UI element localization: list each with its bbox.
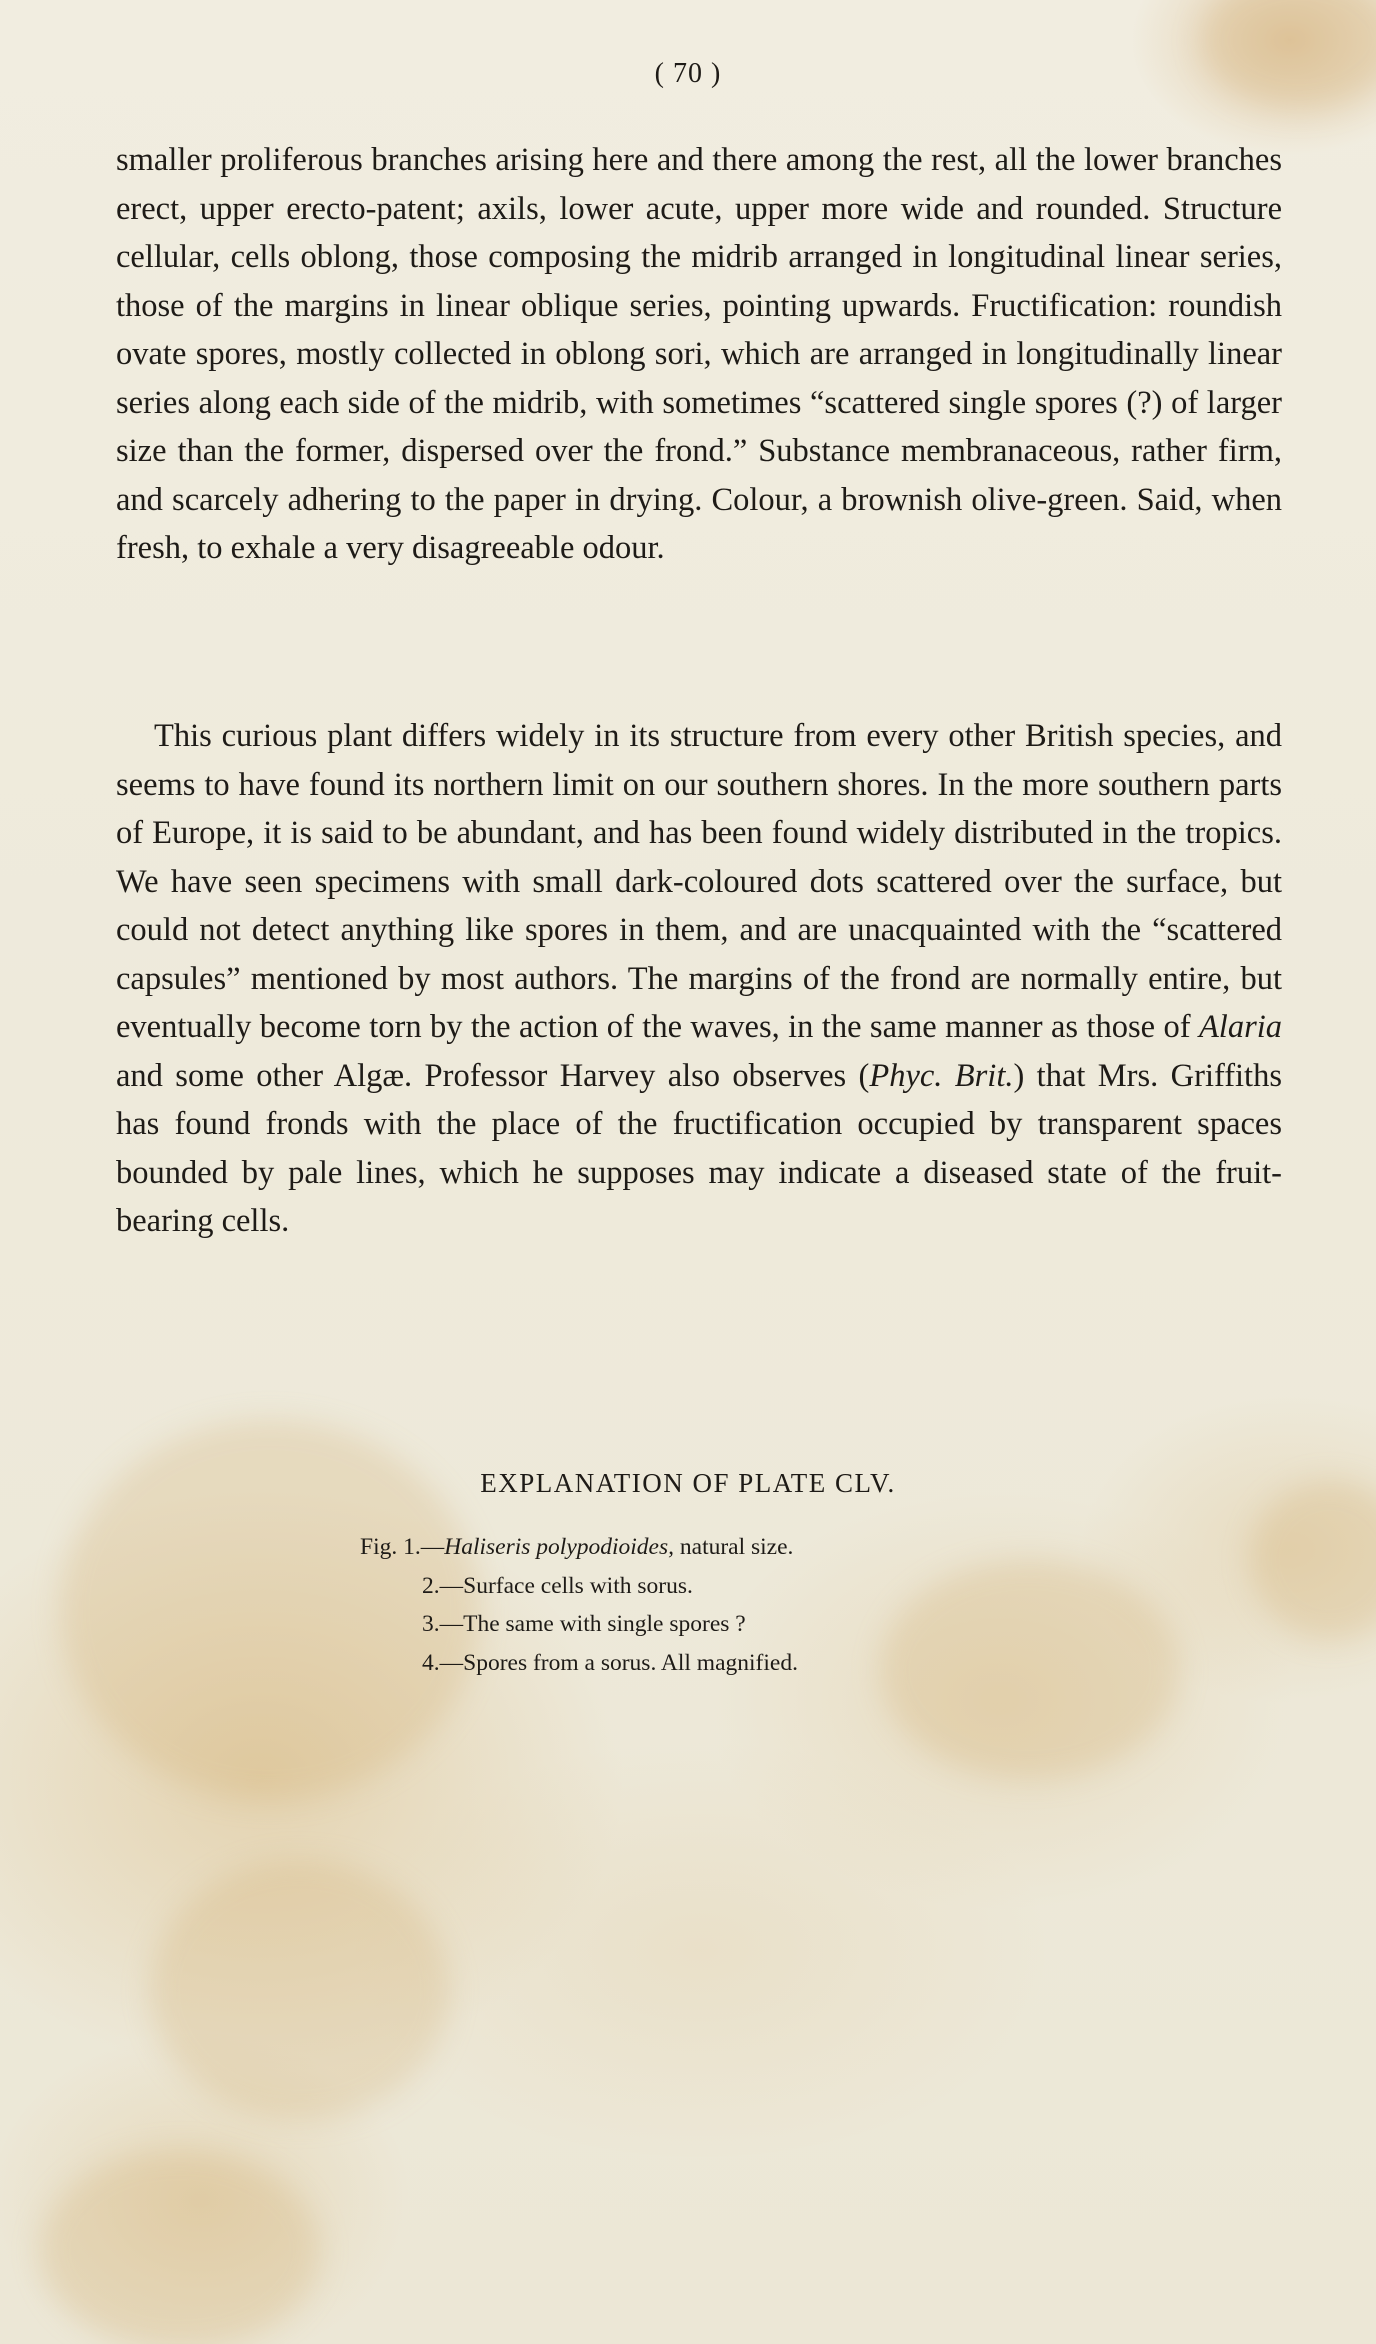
figure-1-caption [360, 1528, 1160, 1567]
citation-phyc-brit: Phyc. Brit. [869, 1057, 1014, 1094]
figure-3-caption: 3.—The same with single spores ? [422, 1611, 746, 1637]
figure-4-caption: 4.—Spores from a sorus. All magnified. [422, 1649, 798, 1676]
foxing-stain [1250, 1480, 1376, 1640]
remarks-text-part3: ) that Mrs. Griffiths has found fronds with the place of the fructification occupied by transparent spaces bounded by pale lines, which he supposes may indicate a diseased state of the fruit-bearing cells. [116, 1057, 1282, 1239]
remarks-text-part1: This curious plant differs widely in its structure from every other British species, and seems to have found its northern limit on our southern shores. In the more southern parts of Europe, it is said to be abundant, and has been found widely distributed in the tropics. We have seen specimens with small dark-coloured dots scattered over the surface, but could not detect anything like spores in them, and are unacquainted with the “scattered capsules” mentioned by most authors. The margins of the frond are normally entire, but eventually become torn by the action of the waves, in the same manner as those of [116, 718, 1282, 1045]
remarks-paragraph [116, 712, 1282, 1246]
plate-explanation-title: EXPLANATION OF PLATE CLV. [480, 1468, 896, 1498]
figure-1-species: Haliseris polypodioides, [444, 1534, 675, 1560]
foxing-stain [1200, 0, 1376, 110]
figure-1-rest: natural size. [674, 1534, 794, 1560]
figure-list [360, 1528, 1160, 1682]
genus-alaria: Alaria [1198, 1009, 1282, 1045]
description-paragraph: smaller proliferous branches arising here and there among the rest, all the lower branches erect, upper erecto-patent; axils, lower acute, upper more wide and rounded. Structure cellular, cells oblong, those composing the midrib arranged in longitudinal linear series, those of the margins in linear oblique series, pointing upwards. Fructification: roundish ovate spores, mostly collected in oblong sori, which are arranged in longitudinally linear series along each side of the midrib, with sometimes “scattered single spores (?) of larger size than the former, dispersed over the frond.” Substance membranaceous, rather firm, and scarcely adhering to the paper in drying. Colour, a brownish olive-green. Said, when fresh, to exhale a very disagreeable odour. [116, 142, 1282, 566]
remarks-text-part2: and some other Algæ. Professor Harvey also observes ( [116, 1057, 870, 1094]
page-number: ( 70 ) [654, 58, 722, 89]
figure-1-prefix: Fig. 1.— [360, 1534, 445, 1560]
foxing-stain [40, 2150, 320, 2344]
figure-2-caption: 2.—Surface cells with sorus. [422, 1572, 693, 1599]
foxing-stain [150, 1860, 450, 2120]
